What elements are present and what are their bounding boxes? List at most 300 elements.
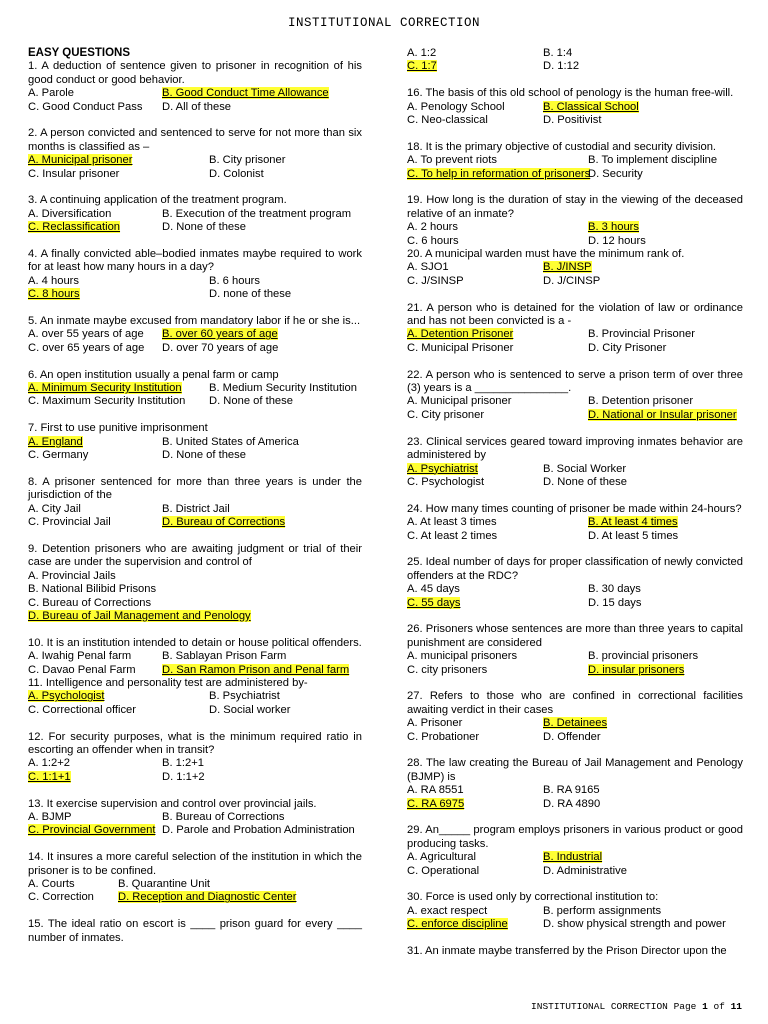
- option-text: C. RA 6975: [407, 797, 465, 810]
- option-row: [28, 650, 362, 663]
- question-stem: 18. It is the primary objective of custodial and security division.: [407, 140, 717, 153]
- question-item: [407, 87, 743, 127]
- answer-option: [28, 811, 162, 824]
- option-text: A. exact respect: [407, 904, 488, 917]
- question-stem: 21. A person who is detained for the violation of law or ordinance and has not been convicted is a -: [407, 301, 743, 328]
- option-row: [28, 811, 362, 824]
- question-item: [28, 60, 362, 114]
- option-row: [28, 288, 362, 301]
- question-stem: 15. The ideal ratio on escort is ____ prison guard for every ____ number of inmates.: [28, 918, 362, 944]
- answer-option: [407, 101, 543, 114]
- option-text: A. England: [28, 435, 83, 448]
- question-stem: 7. First to use punitive imprisonment: [28, 422, 208, 435]
- option-text: C. Operational: [407, 864, 480, 877]
- option-text: D. 15 days: [588, 596, 642, 609]
- option-text: A. Penology School: [407, 100, 505, 113]
- footer-page-number: 1: [702, 1001, 708, 1012]
- option-row: [28, 87, 362, 100]
- option-text: A. Psychiatrist: [407, 462, 478, 475]
- option-text: B. perform assignments: [543, 904, 662, 917]
- answer-option: [162, 449, 246, 462]
- answer-option: [162, 101, 231, 114]
- answer-option: [162, 771, 205, 784]
- answer-option-highlighted: [407, 328, 588, 341]
- option-text: D. show physical strength and power: [543, 918, 726, 931]
- answer-option-highlighted: [28, 154, 209, 167]
- option-row: [28, 664, 362, 677]
- option-text: D. RA 4890: [543, 797, 601, 810]
- option-text: D. Colonist: [209, 167, 264, 180]
- question-stem: 20. A municipal warden must have the minimum rank of.: [407, 248, 685, 261]
- option-text: B. District Jail: [162, 502, 230, 515]
- option-row: [28, 690, 362, 703]
- option-text: D. Offender: [543, 730, 601, 743]
- question-stem: 11. Intelligence and personality test are administered by-: [28, 676, 308, 689]
- option-text: C. 8 hours: [28, 288, 80, 301]
- option-row: [407, 597, 743, 610]
- option-row: [407, 409, 743, 422]
- answer-option: [162, 650, 286, 663]
- option-text: B. Good Conduct Time Allowance: [162, 87, 329, 100]
- question-stem: 14. It insures a more careful selection of the institution in which the prisoner is to be confined.: [28, 851, 362, 877]
- answer-option: [28, 328, 162, 341]
- question-item: [28, 422, 362, 462]
- option-text: A. City Jail: [28, 502, 81, 515]
- answer-option: [407, 865, 543, 878]
- answer-option: [588, 395, 693, 408]
- option-row: [28, 342, 362, 355]
- answer-option: [28, 449, 162, 462]
- option-row: [407, 798, 743, 811]
- option-text: D. Bureau of Corrections: [162, 516, 286, 529]
- footer-of: of: [713, 1001, 725, 1012]
- answer-option-highlighted: [28, 824, 162, 837]
- option-text: B. At least 4 times: [588, 516, 678, 529]
- option-text: D. San Ramon Prison and Penal farm: [162, 663, 350, 676]
- option-text: C. At least 2 times: [407, 529, 498, 542]
- answer-option: [28, 168, 209, 181]
- option-row: [407, 328, 743, 341]
- question-item: [407, 141, 743, 181]
- option-text: C. Reclassification: [28, 221, 121, 234]
- option-text: D. None of these: [162, 449, 246, 462]
- option-text: D. All of these: [162, 100, 232, 113]
- option-row: [407, 918, 743, 931]
- option-text: D. Administrative: [543, 864, 627, 877]
- question-item: [407, 194, 743, 248]
- option-text: C. 6 hours: [407, 234, 459, 247]
- answer-option: [28, 516, 162, 529]
- question-stem: 23. Clinical services geared toward improving inmates behavior are administered by: [407, 435, 743, 462]
- answer-option: [209, 395, 293, 408]
- option-row: [407, 168, 743, 181]
- answer-option: [407, 342, 588, 355]
- question-stem: 28. The law creating the Bureau of Jail Management and Penology (BJMP) is: [407, 757, 743, 783]
- option-text: B. Social Worker: [543, 462, 627, 475]
- answer-option: [28, 664, 162, 677]
- question-stem: 8. A prisoner sentenced for more than three years is under the jurisdiction of the: [28, 475, 362, 502]
- option-row: [28, 570, 362, 583]
- question-stem: 25. Ideal number of days for proper classification of newly convicted offenders at the RDC?: [407, 556, 743, 582]
- question-item: [28, 543, 362, 623]
- answer-option: [28, 570, 116, 583]
- option-text: A. Provincial Jails: [28, 569, 116, 582]
- question-stem: 19. How long is the duration of stay in the viewing of the deceased relative of an inmate?: [407, 194, 743, 220]
- answer-option-highlighted: [162, 664, 349, 677]
- option-row: [407, 731, 743, 744]
- option-text: C. Correctional officer: [28, 703, 136, 716]
- answer-option: [543, 114, 601, 127]
- option-text: B. United States of America: [162, 435, 299, 448]
- option-text: A. 45 days: [407, 583, 460, 596]
- answer-option-highlighted: [28, 382, 209, 395]
- option-text: C. 1:7: [407, 60, 437, 73]
- option-row: [28, 275, 362, 288]
- question-stem: 30. Force is used only by correctional institution to:: [407, 891, 659, 904]
- option-row: [28, 221, 362, 234]
- option-text: A. Courts: [28, 878, 75, 890]
- option-text: C. over 65 years of age: [28, 341, 145, 354]
- option-text: C. Provincial Jail: [28, 516, 111, 529]
- option-row: [407, 235, 743, 248]
- answer-option: [588, 342, 666, 355]
- answer-option: [588, 168, 643, 181]
- answer-option: [162, 221, 246, 234]
- option-text: D. None of these: [209, 395, 293, 408]
- answer-option: [543, 731, 601, 744]
- right-column: [407, 47, 743, 972]
- answer-option: [28, 342, 162, 355]
- option-row: [28, 154, 362, 167]
- option-text: A. Psychologist: [28, 690, 105, 703]
- option-text: D. Parole and Probation Administration: [162, 824, 355, 837]
- footer-page-total: 11: [730, 1001, 742, 1012]
- option-row: [407, 905, 743, 918]
- answer-option-highlighted: [588, 221, 639, 234]
- question-item: [28, 677, 362, 717]
- option-row: [28, 516, 362, 529]
- option-row: [407, 784, 743, 797]
- option-text: B. Sablayan Prison Farm: [162, 650, 287, 663]
- answer-option-highlighted: [407, 167, 591, 181]
- answer-option: [407, 261, 543, 274]
- option-text: D. 12 hours: [588, 234, 646, 247]
- answer-option: [407, 47, 543, 60]
- option-row: [28, 878, 362, 891]
- answer-option: [543, 463, 626, 476]
- option-text: B. Medium Security Institution: [209, 382, 357, 395]
- answer-option: [162, 208, 351, 221]
- option-row: [28, 824, 362, 837]
- answer-option: [588, 597, 641, 610]
- answer-option: [162, 811, 285, 824]
- question-item: [28, 369, 362, 409]
- option-row: [28, 597, 362, 610]
- question-item: [28, 315, 362, 355]
- option-row: [407, 275, 743, 288]
- option-text: D. None of these: [162, 221, 246, 234]
- option-text: D. Reception and Diagnostic Center: [118, 891, 297, 904]
- question-item: [28, 731, 362, 785]
- answer-option: [407, 221, 588, 234]
- question-stem: 24. How many times counting of prisoner be made within 24-hours?: [407, 502, 742, 515]
- question-stem: 4. A finally convicted able–bodied inmates maybe required to work for at least how many hours in a day?: [28, 248, 362, 274]
- answer-option: [28, 704, 209, 717]
- answer-option-highlighted: [162, 87, 329, 100]
- answer-option: [588, 235, 646, 248]
- answer-option: [162, 436, 299, 449]
- option-row: [28, 704, 362, 717]
- option-text: D. 1:12: [543, 60, 580, 73]
- answer-option-highlighted: [588, 664, 684, 677]
- option-row: [407, 664, 743, 677]
- option-row: [28, 328, 362, 341]
- answer-option: [407, 650, 588, 663]
- answer-option: [543, 905, 661, 918]
- answer-option: [407, 905, 543, 918]
- option-text: D. Social worker: [209, 703, 291, 716]
- answer-option-highlighted: [588, 409, 737, 422]
- question-item: [28, 476, 362, 530]
- option-text: C. Correction: [28, 891, 94, 904]
- answer-option: [209, 275, 260, 288]
- answer-option: [28, 503, 162, 516]
- answer-option: [209, 168, 264, 181]
- option-text: A. Agricultural: [407, 851, 477, 864]
- question-item: [28, 798, 362, 838]
- question-item: [407, 47, 743, 74]
- answer-option-highlighted: [407, 918, 543, 931]
- question-stem: 3. A continuing application of the treatment program.: [28, 194, 287, 207]
- option-text: A. To prevent riots: [407, 154, 497, 167]
- answer-option-highlighted: [543, 851, 602, 864]
- answer-option-highlighted: [407, 463, 543, 476]
- option-text: B. 1:4: [543, 47, 573, 59]
- answer-option-highlighted: [28, 610, 251, 623]
- page-title: INSTITUTIONAL CORRECTION: [287, 16, 481, 30]
- question-item: [407, 623, 743, 677]
- option-text: B. National Bilibid Prisons: [28, 583, 157, 596]
- option-row: [28, 610, 362, 623]
- option-text: C. Probationer: [407, 730, 480, 743]
- option-text: A. Prisoner: [407, 717, 463, 730]
- answer-option-highlighted: [28, 771, 162, 784]
- answer-option: [28, 208, 162, 221]
- answer-option: [543, 918, 726, 931]
- question-stem: 22. A person who is sentenced to serve a prison term of over three (3) years is a _______________.: [407, 368, 743, 395]
- option-row: [407, 60, 743, 73]
- question-stem: 29. An_____ program employs prisoners in various product or good producing tasks.: [407, 824, 743, 850]
- question-stem: 1. A deduction of sentence given to prisoner in recognition of his good conduct or good behavior.: [28, 60, 362, 86]
- question-item: [28, 851, 362, 905]
- option-row: [28, 382, 362, 395]
- option-text: A. RA 8551: [407, 784, 464, 797]
- option-row: [407, 717, 743, 730]
- option-text: B. Bureau of Corrections: [162, 810, 285, 823]
- answer-option: [407, 530, 588, 543]
- option-text: C. Davao Penal Farm: [28, 663, 136, 676]
- option-text: A. 1:2: [407, 47, 437, 59]
- option-text: C. Germany: [28, 449, 89, 462]
- question-stem: 27. Refers to those who are confined in correctional facilities awaiting verdict in their cases: [407, 690, 743, 716]
- option-text: B. Industrial: [543, 851, 603, 864]
- option-row: [407, 114, 743, 127]
- question-item: [28, 637, 362, 677]
- option-text: A. Diversification: [28, 207, 112, 220]
- option-text: C. Municipal Prisoner: [407, 341, 514, 354]
- answer-option-highlighted: [407, 798, 543, 811]
- question-item: [407, 690, 743, 744]
- answer-option-highlighted: [543, 101, 639, 114]
- option-text: C. Psychologist: [407, 475, 485, 488]
- option-text: B. Detainees: [543, 717, 608, 730]
- answer-option: [588, 583, 641, 596]
- option-text: B. 1:2+1: [162, 757, 204, 770]
- answer-option: [28, 597, 151, 610]
- option-row: [407, 865, 743, 878]
- option-text: C. Insular prisoner: [28, 167, 120, 180]
- option-text: B. Quarantine Unit: [118, 878, 211, 890]
- option-text: A. Iwahig Penal farm: [28, 650, 132, 663]
- option-text: B. City prisoner: [209, 154, 286, 167]
- option-row: [28, 168, 362, 181]
- option-text: C. City prisoner: [407, 408, 485, 421]
- answer-option: [407, 516, 588, 529]
- option-text: A. SJO1: [407, 261, 449, 274]
- answer-option: [28, 650, 162, 663]
- option-text: D. insular prisoners: [588, 663, 685, 676]
- option-text: A. Municipal prisoner: [407, 395, 512, 408]
- footer-label: INSTITUTIONAL CORRECTION Page: [531, 1001, 697, 1012]
- answer-option: [407, 851, 543, 864]
- answer-option: [407, 275, 543, 288]
- option-text: D. over 70 years of age: [162, 341, 279, 354]
- question-item: [407, 503, 743, 543]
- option-row: [407, 851, 743, 864]
- answer-option: [28, 757, 162, 770]
- option-row: [407, 463, 743, 476]
- answer-option-highlighted: [28, 690, 209, 703]
- option-text: C. enforce discipline: [407, 918, 508, 931]
- option-text: A. 1:2+2: [28, 757, 70, 770]
- answer-option: [162, 824, 355, 837]
- answer-option: [407, 583, 588, 596]
- option-row: [28, 583, 362, 596]
- option-text: A. Detention Prisoner: [407, 328, 514, 341]
- question-stem: 26. Prisoners whose sentences are more than three years to capital punishment are considered: [407, 623, 743, 649]
- option-text: C. Neo-classical: [407, 114, 488, 127]
- answer-option-highlighted: [588, 516, 678, 529]
- answer-option: [543, 476, 627, 489]
- option-text: D. 1:1+2: [162, 770, 205, 783]
- option-text: A. At least 3 times: [407, 516, 497, 529]
- option-text: D. City Prisoner: [588, 341, 667, 354]
- option-text: C. Bureau of Corrections: [28, 596, 152, 609]
- question-item: [407, 302, 743, 356]
- option-row: [28, 208, 362, 221]
- option-text: A. Municipal prisoner: [28, 154, 133, 167]
- question-stem: 9. Detention prisoners who are awaiting judgment or trial of their case are under the supervision and control of: [28, 542, 362, 569]
- answer-option-highlighted: [543, 717, 607, 730]
- option-row: [407, 47, 743, 60]
- option-text: D. none of these: [209, 288, 292, 301]
- answer-option-highlighted: [118, 891, 296, 904]
- option-row: [28, 395, 362, 408]
- answer-option: [407, 784, 543, 797]
- option-text: C. J/SINSP: [407, 274, 464, 287]
- option-text: D. At least 5 times: [588, 529, 679, 542]
- option-text: A. over 55 years of age: [28, 328, 144, 341]
- question-item: [407, 891, 743, 931]
- option-row: [407, 261, 743, 274]
- answer-option-highlighted: [543, 261, 592, 274]
- option-row: [28, 757, 362, 770]
- answer-option: [28, 87, 162, 100]
- answer-option: [407, 664, 588, 677]
- answer-option: [28, 891, 118, 904]
- question-stem: 16. The basis of this old school of penology is the human free-will.: [407, 87, 734, 100]
- question-stem: 5. An inmate maybe excused from mandatory labor if he or she is...: [28, 315, 361, 328]
- answer-option: [407, 114, 543, 127]
- left-column: [28, 47, 362, 958]
- option-text: C. Provincial Government: [28, 824, 156, 837]
- answer-option: [543, 865, 627, 878]
- page-footer: [531, 1000, 742, 1013]
- question-item: [28, 127, 362, 181]
- answer-option: [28, 583, 156, 596]
- question-item: [28, 918, 362, 945]
- option-text: B. over 60 years of age: [162, 328, 278, 341]
- question-item: [407, 369, 743, 423]
- option-text: D. Positivist: [543, 114, 602, 127]
- question-item: [28, 194, 362, 234]
- option-row: [407, 516, 743, 529]
- question-item: [28, 248, 362, 302]
- option-row: [407, 342, 743, 355]
- option-row: [407, 530, 743, 543]
- option-row: [407, 395, 743, 408]
- answer-option: [209, 382, 357, 395]
- answer-option: [209, 704, 290, 717]
- answer-option: [407, 395, 588, 408]
- option-row: [407, 583, 743, 596]
- answer-option: [28, 275, 209, 288]
- answer-option: [543, 798, 600, 811]
- answer-option: [407, 731, 543, 744]
- answer-option-highlighted: [28, 221, 162, 234]
- answer-option: [543, 47, 572, 60]
- answer-option: [28, 395, 209, 408]
- option-text: B. Psychiatrist: [209, 690, 280, 703]
- answer-option-highlighted: [407, 597, 588, 610]
- option-text: C. city prisoners: [407, 663, 488, 676]
- option-row: [407, 650, 743, 663]
- option-text: C. 1:1+1: [28, 770, 71, 783]
- option-text: D. J/CINSP: [543, 274, 601, 287]
- question-item: [407, 757, 743, 811]
- option-text: B. To implement discipline: [588, 154, 718, 167]
- answer-option: [407, 235, 588, 248]
- question-item: [407, 436, 743, 490]
- answer-option: [588, 328, 695, 341]
- option-text: B. Provincial Prisoner: [588, 328, 695, 341]
- option-text: B. Execution of the treatment program: [162, 207, 352, 220]
- question-stem: 31. An inmate maybe transferred by the Prison Director upon the: [407, 945, 727, 957]
- option-row: [407, 154, 743, 167]
- question-stem: 2. A person convicted and sentenced to serve for not more than six months is classified as –: [28, 127, 362, 153]
- option-text: D. Bureau of Jail Management and Penology: [28, 609, 251, 622]
- option-text: C. 55 days: [407, 596, 461, 609]
